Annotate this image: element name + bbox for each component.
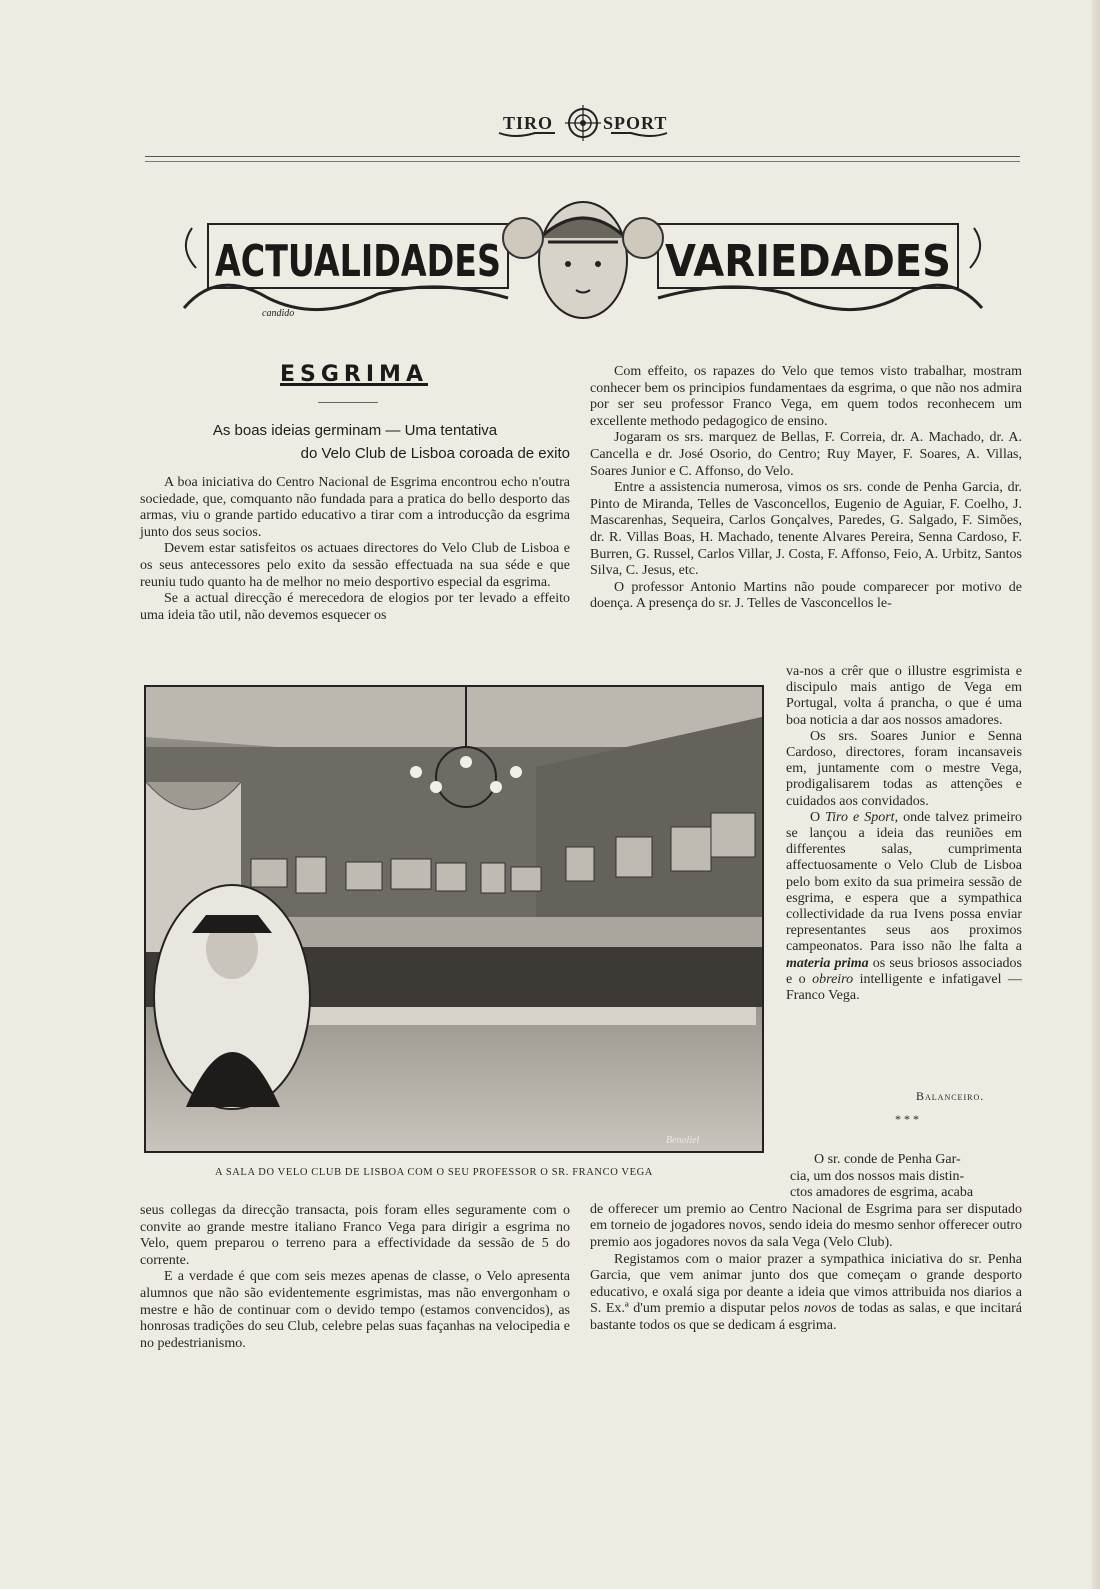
- left-column-bottom: [140, 1203, 570, 1352]
- paragraph: A boa iniciativa do Centro Nacional de Esgrima encontrou echo n'outra sociedade, que, comquanto não fundada para a pratica do bello desporto das armas, viu o grande partido educativo a tirar com a introducção da esgrima junto dos seus socios.: [140, 475, 570, 540]
- article-title: ESGRIMA: [280, 362, 428, 387]
- text-run-italic: obreiro: [812, 971, 854, 987]
- paragraph: seus collegas da direcção transacta, pois foram elles seguramente com o convite ao grande mestre italiano Franco Vega para dirigir a esgrima no Velo, quem preparou o terreno para a effectividade da sessão de 5 do corrente.: [140, 1203, 570, 1268]
- text-run: os seus briosos associados e o: [786, 955, 1022, 987]
- masthead-right: SPORT: [603, 113, 668, 133]
- section-banner: [178, 198, 988, 326]
- paragraph: Jogaram os srs. marquez de Bellas, F. Correia, dr. A. Machado, dr. A. Cancella e dr. José Osorio, do Centro; Ruy Mayer, F. Soares, A. Villas, Soares Junior e C. Affonso, do Velo.: [590, 430, 1022, 479]
- banner-artist: candido: [262, 308, 295, 319]
- right-column-top: [590, 364, 1022, 613]
- paragraph: O professor Antonio Martins não poude comparecer por motivo de doença. A presença do sr. J. Telles de Vasconcellos le-: [590, 579, 1022, 612]
- paragraph: Com effeito, os rapazes do Velo que temos visto trabalhar, mostram conhecer bem os principios fundamentaes da esgrima, o que não nos admira por ser seu professor Franco Vega, em quem todos reconhecem um excellente methodo pedagogico de ensino.: [590, 364, 1022, 429]
- header-rule: [145, 156, 1020, 162]
- masthead-left: TIRO: [503, 113, 554, 133]
- photo-caption: A SALA DO VELO CLUB DE LISBOA COM O SEU PROFESSOR O SR. FRANCO VEGA: [214, 1167, 653, 1178]
- paragraph: va-nos a crêr que o illustre esgrimista e discipulo mais antigo de Vega em Portugal, volta á prancha, o que é uma boa noticia a dar aos nossos amadores.: [786, 664, 1022, 728]
- right-column-bottom: [590, 1152, 1022, 1335]
- paragraph: [590, 1252, 1022, 1335]
- paragraph: Os srs. Soares Junior e Senna Cardoso, directores, foram incansaveis em, juntamente com o mestre Vega, prodigalisarem todas as attenções e cuidados aos convidados.: [786, 728, 1022, 809]
- paragraph-tiro-sport: [786, 810, 1022, 1004]
- text-run-italic: Tiro e Sport: [825, 809, 895, 825]
- right-wrap-column: [786, 664, 1022, 1004]
- left-column-top: [140, 475, 570, 624]
- text-run: Registamos com o maior prazer a sympathica iniciativa do sr. Penha Garcia, que vem animar junto dos que começam o grande desporto educativo, e oxalá siga por deante a ideia que vimos attribuida nos diarios a S. Ex.ª d'um premio a disputar pelos: [590, 1251, 1022, 1317]
- paragraph: Entre a assistencia numerosa, vimos os srs. conde de Penha Garcia, dr. Pinto de Miranda, Telles de Vasconcellos, Eugenio de Aguiar, F. Coelho, J. Mascarenhas, Sequeira, Carlos Gonçalves, Paredes, G. Salgado, F. Simões, dr. R. Villas Boas, H. Machado, tenente Alvares Pereira, Senna Cardoso, F. Burren, G. Russel, Carlos Villar, J. Costa, F. Affonso, Feio, A. Urbitz, Santos Silva, C. Jesus, etc.: [590, 480, 1022, 579]
- text-run: intelligente e infatigavel — Franco Vega.: [786, 971, 1022, 1004]
- photo-credit: Benoliel: [666, 1135, 700, 1146]
- author-signature: Balanceiro.: [916, 1089, 985, 1103]
- fencing-hall-photo: [144, 685, 764, 1153]
- text-run: , onde talvez primeiro se lançou a ideia das reuniões em differentes salas, cumprimenta affectuosamente o Velo Club de Lisboa pelo bom exito da sua primeira sessão de esgrima, e espera que a sympathica collectividade da rua Ivens possa enviar representantes seus aos proximos campeonatos. Para isso não lhe falta a: [786, 809, 1022, 955]
- title-rule: [318, 402, 378, 403]
- paragraph: Devem estar satisfeitos os actuaes directores do Velo Club de Lisboa e os seus antecessores pelo exito da sessão effectuada na sua séde e que reuniu tudo quanto ha de melhor no meio desportivo especial da esgrima.: [140, 541, 570, 590]
- banner-left-text: ACTUALIDADES: [215, 236, 501, 287]
- subhead-line-2: do Velo Club de Lisboa coroada de exito: [300, 445, 570, 462]
- banner-right-text: VARIEDADES: [665, 236, 951, 287]
- page-edge: [1092, 0, 1100, 1589]
- text-run-italic: materia prima: [786, 955, 869, 971]
- text-line: cia, um dos nossos mais distin-: [790, 1168, 965, 1184]
- paragraph: Se a actual direcção é merecedora de elogios por ter levado a effeito uma ideia tão util, não devemos esquecer os: [140, 591, 570, 623]
- section-separator: * * *: [895, 1112, 919, 1126]
- paragraph: E a verdade é que com seis mezes apenas de classe, o Velo apresenta alumnos que não são evidentemente esgrimistas, mas não envergonham o mestre e hão de continuar com o devido tempo (estamos convencidos), as honrosas tradições do seu Club, celebre pelas suas façanhas na velocipedia e no pedestrianismo.: [140, 1269, 570, 1351]
- paragraph: de offerecer um premio ao Centro Nacional de Esgrima para ser disputado em torneio de jogadores novos, sendo ideia do mesmo senhor offerecer outro premio aos jogadores novos da sala Vega (Velo Club).: [590, 1201, 1022, 1250]
- text-run: de todas as salas, e que incitará bastante todos os que se dedicam á esgrima.: [590, 1301, 1023, 1333]
- text-run: O: [810, 809, 826, 825]
- text-line: ctos amadores de esgrima, acaba: [790, 1185, 974, 1201]
- text-run-italic: novos: [803, 1301, 837, 1317]
- subhead-line-1: As boas ideias germinam — Uma tentativa: [212, 422, 498, 439]
- masthead-logo: [495, 103, 671, 145]
- text-line: O sr. conde de Penha Gar-: [814, 1152, 961, 1167]
